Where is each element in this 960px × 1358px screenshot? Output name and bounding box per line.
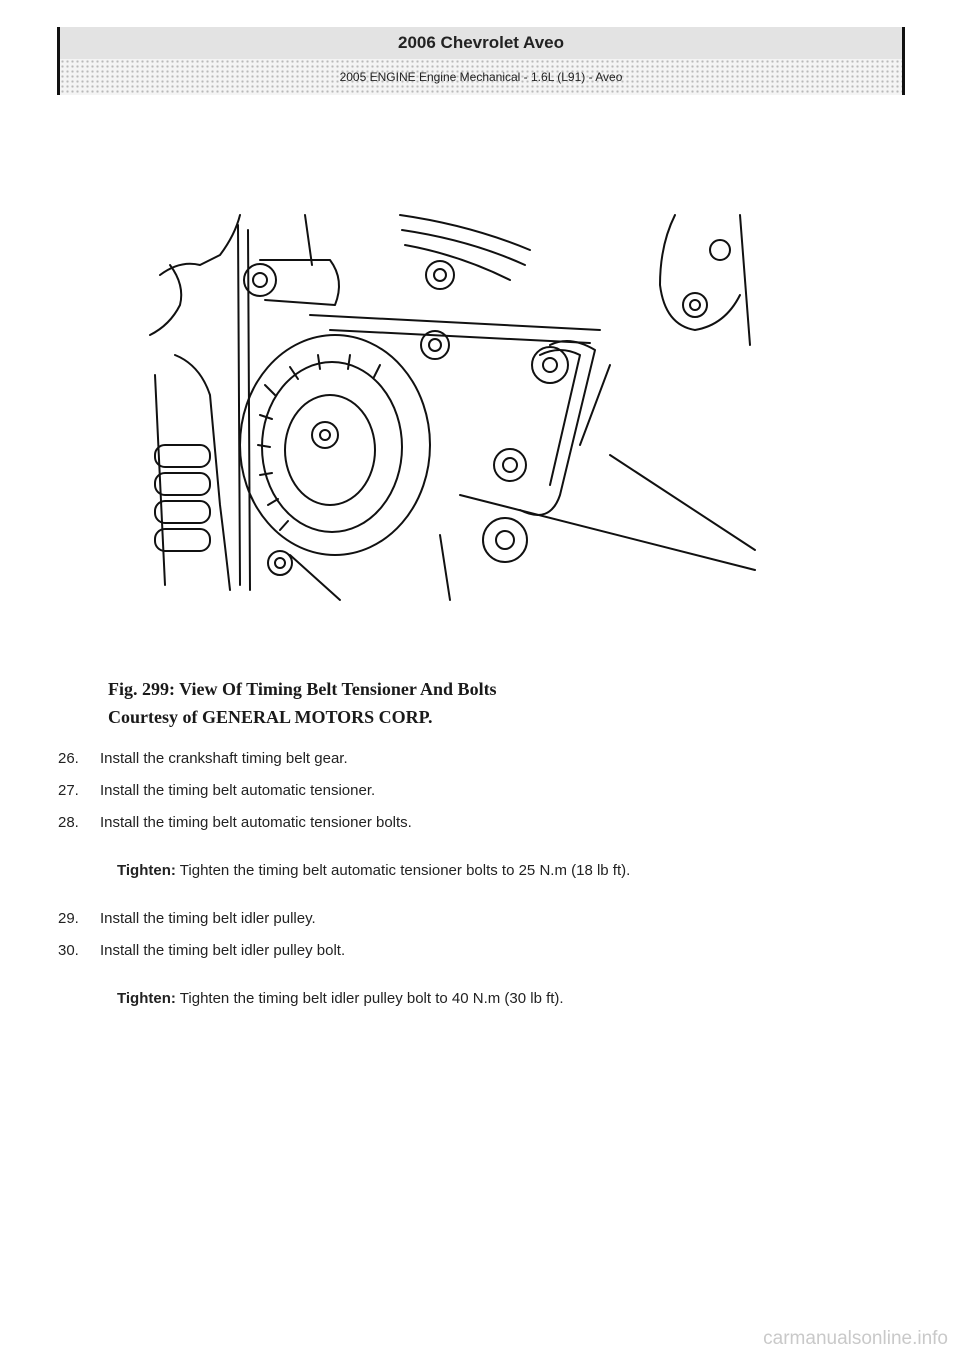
page-header: [57, 27, 905, 95]
step-number: 30.: [58, 942, 79, 959]
step-30: [58, 942, 345, 959]
header-title: 2006 Chevrolet Aveo: [60, 27, 902, 59]
watermark-footer: carmanualsonline.info: [763, 1328, 948, 1349]
figure-courtesy: Courtesy of GENERAL MOTORS CORP.: [108, 707, 433, 727]
tighten-text: Tighten the timing belt automatic tensioner bolts to 25 N.m (18 lb ft).: [179, 862, 631, 879]
step-text: Install the timing belt idler pulley.: [100, 910, 316, 927]
step-27: [58, 782, 375, 799]
step-text: Install the timing belt automatic tensioner bolts.: [100, 814, 412, 831]
step-text: Install the crankshaft timing belt gear.: [100, 750, 348, 767]
header-subtitle: 2005 ENGINE Engine Mechanical - 1.6L (L91) - Aveo: [60, 59, 902, 95]
step-28: [58, 814, 412, 831]
figure-title: Fig. 299: View Of Timing Belt Tensioner And Bolts: [108, 679, 497, 699]
tighten-note-2: [117, 990, 564, 1007]
tighten-label: Tighten:: [117, 862, 176, 879]
step-text: Install the timing belt automatic tensioner.: [100, 782, 376, 799]
step-26: [58, 750, 348, 767]
step-29: [58, 910, 316, 927]
step-number: 27.: [58, 782, 79, 799]
step-number: 26.: [58, 750, 79, 767]
tighten-label: Tighten:: [117, 990, 176, 1007]
tighten-text: Tighten the timing belt idler pulley bolt to 40 N.m (30 lb ft).: [179, 990, 564, 1007]
timing-belt-tensioner-illustration: [140, 205, 760, 605]
step-number: 29.: [58, 910, 79, 927]
tighten-note-1: [117, 862, 630, 879]
step-text: Install the timing belt idler pulley bolt.: [100, 942, 346, 959]
figure-caption: [108, 675, 497, 731]
step-number: 28.: [58, 814, 79, 831]
